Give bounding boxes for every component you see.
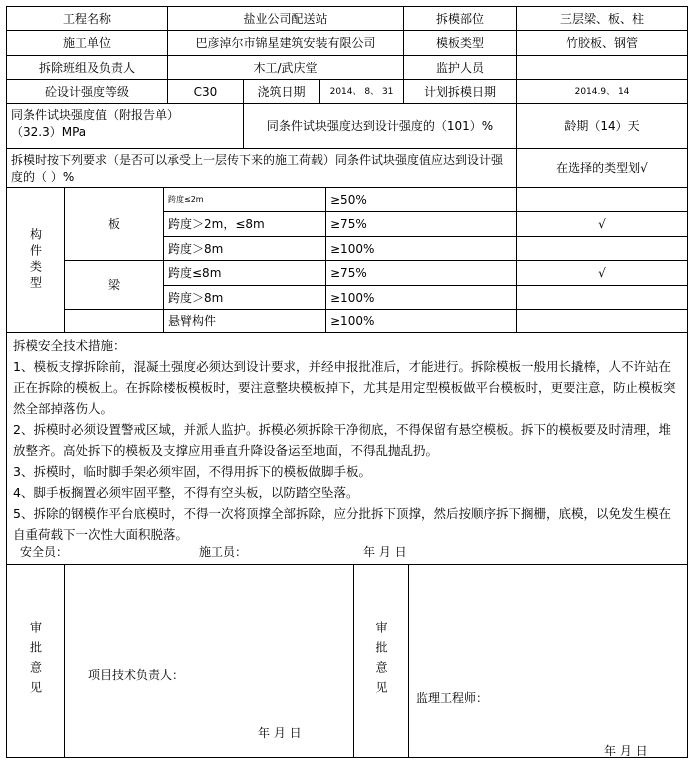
component-span: 跨度＞8m [163,285,326,310]
supervising-engineer-label: 监理工程师： [416,691,489,705]
pour-date-value: 2014、 8、 31 [319,79,404,104]
formwork-type-label: 模板类型 [403,30,517,56]
slab-label: 板 [64,187,164,261]
approval-right-box [408,564,688,758]
safety-item: 2、拆模时必须设置警戒区域，并派人监护。拆模必须拆除干净彻底，不得保留有悬空模板。拆下的模板要及时清理，堆放整齐。高处拆下的模板及支撑应用垂直升降设备运至地面，不得乱抛乱扔。 [13,422,671,458]
component-requirement: ≥100% [325,285,517,310]
formwork-type-value: 竹胶板、钢管 [516,30,688,56]
tech-lead-date: 年 月 日 [258,726,302,740]
concrete-age: 龄期（14）天 [516,103,688,149]
safety-officer-label: 安全员： [20,545,69,559]
cantilever-spacer [64,309,164,333]
removal-team-value: 木工/武庆堂 [167,55,404,80]
supervising-engineer-date: 年 月 日 [604,744,648,758]
construction-unit-label: 施工单位 [6,30,168,56]
planned-removal-label: 计划拆模日期 [403,79,517,104]
removal-requirement: 拆模时按下列要求（是否可以承受上一层传下来的施工荷载）同条件试块强度值应达到设计强度的（ ）% [6,148,517,188]
tech-lead-label: 项目技术负责人： [88,668,185,682]
formwork-location-label: 拆模部位 [403,6,517,31]
planned-removal-date: 2014.9、 14 [516,79,688,104]
safety-title: 拆模安全技术措施： [13,338,126,353]
supervisor-label: 监护人员 [403,55,517,80]
constructor-label: 施工员： [199,545,248,559]
safety-item: 3、拆模时，临时脚手架必须牢固，不得用拆下的模板做脚手板。 [13,464,371,479]
approval-label-right: 审批意见 [353,564,409,758]
component-span: 跨度＞2m，≤8m [163,211,326,237]
component-span: 悬臂构件 [163,309,326,333]
component-mark [516,309,688,333]
strength-test-line1: 同条件试块强度值（附报告单） [11,108,180,122]
component-mark [516,236,688,261]
project-name-value: 盐业公司配送站 [167,6,404,31]
approval-left-box [64,564,354,758]
component-span: 跨度≤8m [163,260,326,286]
component-requirement: ≥75% [325,260,517,286]
concrete-grade-label: 砼设计强度等级 [6,79,168,104]
project-name-label: 工程名称 [6,6,168,31]
construction-unit-value: 巴彦淖尔市锦星建筑安装有限公司 [167,30,404,56]
component-type-label: 构件类型 [6,187,65,333]
component-span: 跨度≤2m [163,187,326,212]
strength-test-line2: （32.3）MPa [11,125,87,139]
component-mark [516,285,688,310]
component-mark [516,187,688,212]
beam-label: 梁 [64,260,164,310]
strength-percent: 同条件试块强度达到设计强度的（101）% [243,103,517,149]
component-requirement: ≥100% [325,309,517,333]
safety-item: 5、拆除的钢模作平台底模时，不得一次将顶撑全部拆除，应分批拆下顶撑，然后按顺序拆下搁栅，底模，以免发生模在自重荷载下一次性大面积脱落。 [13,506,671,542]
safety-measures [6,332,688,565]
formwork-location-value: 三层梁、板、柱 [516,6,688,31]
safety-item: 4、脚手板搁置必须牢固平整，不得有空头板，以防踏空坠落。 [13,485,359,500]
signoff-date: 年 月 日 [363,545,407,559]
component-requirement: ≥75% [325,211,517,237]
component-requirement: ≥50% [325,187,517,212]
pour-date-label: 浇筑日期 [243,79,320,104]
safety-item: 1、模板支撑拆除前，混凝土强度必须达到设计要求，并经申报批准后，才能进行。拆除模板一般用长撬棒，人不许站在正在拆除的模板上。在拆除楼板模板时，要注意整块模板掉下，尤其是用定型模板做平台模板时，更要注意，防止模板突然全部掉落伤人。 [13,359,676,416]
component-mark: √ [516,211,688,237]
component-span: 跨度＞8m [163,236,326,261]
component-mark: √ [516,260,688,286]
removal-team-label: 拆除班组及负责人 [6,55,168,80]
formwork-removal-form [6,6,688,758]
component-requirement: ≥100% [325,236,517,261]
strength-test-cell [6,103,244,149]
concrete-grade-value: C30 [167,79,244,104]
approval-label-left: 审批意见 [6,564,65,758]
select-type-header: 在选择的类型划√ [516,148,688,188]
supervisor-value [516,55,688,80]
